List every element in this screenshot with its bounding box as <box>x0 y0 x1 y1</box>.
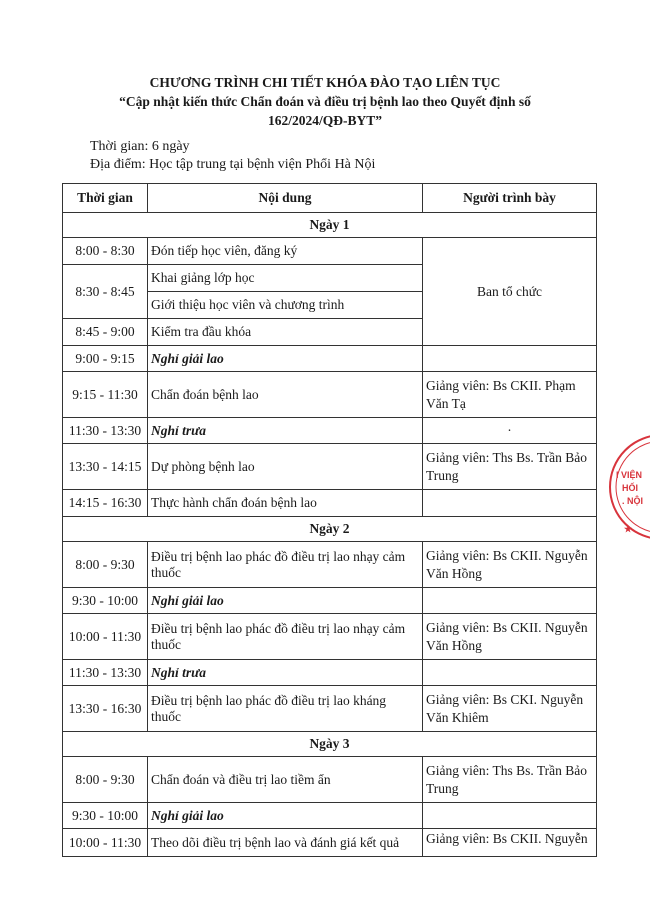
presenter-cell <box>423 490 597 517</box>
time-cell: 10:00 - 11:30 <box>63 614 148 660</box>
presenter-cell: Giảng viên: Ths Bs. Trần Bảo Trung <box>423 444 597 490</box>
day-label: Ngày 2 <box>63 517 597 542</box>
content-cell: Nghỉ giải lao <box>148 588 423 614</box>
content-cell: Thực hành chẩn đoán bệnh lao <box>148 490 423 517</box>
table-row <box>63 803 597 829</box>
day-row <box>63 732 597 757</box>
table-header-row <box>63 184 597 213</box>
time-cell: 9:30 - 10:00 <box>63 588 148 614</box>
table-row <box>63 686 597 732</box>
time-cell: 8:00 - 9:30 <box>63 757 148 803</box>
time-cell: 8:00 - 8:30 <box>63 238 148 265</box>
content-cell: Kiểm tra đầu khóa <box>148 319 423 346</box>
presenter-cell: Giảng viên: Bs CKII. Phạm Văn Tạ <box>423 372 597 418</box>
hospital-stamp <box>604 432 650 542</box>
content-cell: Nghỉ trưa <box>148 418 423 444</box>
schedule-table <box>62 183 597 857</box>
time-cell: 14:15 - 16:30 <box>63 490 148 517</box>
content-cell: Điều trị bệnh lao phác đồ điều trị lao nhạy cảm thuốc <box>148 614 423 660</box>
time-cell: 13:30 - 16:30 <box>63 686 148 732</box>
presenter-cell: Giảng viên: Bs CKII. Nguyễn Văn Hồng <box>423 614 597 660</box>
table-row <box>63 372 597 418</box>
day-row <box>63 517 597 542</box>
stamp-star-icon: ★ <box>624 524 633 534</box>
time-cell: 11:30 - 13:30 <box>63 418 148 444</box>
time-cell: 9:15 - 11:30 <box>63 372 148 418</box>
content-cell: Theo dõi điều trị bệnh lao và đánh giá kết quả <box>148 829 423 857</box>
presenter-cell <box>423 588 597 614</box>
day-label: Ngày 1 <box>63 213 597 238</box>
content-cell: Nghỉ giải lao <box>148 346 423 372</box>
presenter-cell: Ban tổ chức <box>423 238 597 346</box>
content-cell: Giới thiệu học viên và chương trình <box>148 292 423 319</box>
presenter-cell: Giảng viên: Bs CKII. Nguyễn Văn Hồng <box>423 542 597 588</box>
table-row <box>63 346 597 372</box>
table-row <box>63 418 597 444</box>
presenter-cell: Giảng viên: Bs CKI. Nguyễn Văn Khiêm <box>423 686 597 732</box>
table-row <box>63 660 597 686</box>
time-cell: 11:30 - 13:30 <box>63 660 148 686</box>
content-cell: Khai giảng lớp học <box>148 265 423 292</box>
document-header <box>60 73 590 130</box>
content-cell: Nghỉ trưa <box>148 660 423 686</box>
course-info <box>90 138 375 174</box>
presenter-cell: · <box>423 418 597 444</box>
presenter-cell: Giảng viên: Ths Bs. Trần Bảo Trung <box>423 757 597 803</box>
day-row <box>63 213 597 238</box>
time-cell: 10:00 - 11:30 <box>63 829 148 857</box>
content-cell: Điều trị bệnh lao phác đồ điều trị lao kháng thuốc <box>148 686 423 732</box>
stamp-text-1: I VIỆN <box>616 470 643 480</box>
time-cell: 13:30 - 14:15 <box>63 444 148 490</box>
course-location: Địa điểm: Học tập trung tại bệnh viện Phổi Hà Nội <box>90 157 376 172</box>
table-row <box>63 444 597 490</box>
header-content: Nội dung <box>148 184 423 213</box>
presenter-cell <box>423 660 597 686</box>
stamp-text-3: . NỘI <box>622 496 644 506</box>
presenter-cell <box>423 346 597 372</box>
content-cell: Chẩn đoán và điều trị lao tiềm ẩn <box>148 757 423 803</box>
day-label: Ngày 3 <box>63 732 597 757</box>
table-row <box>63 757 597 803</box>
content-cell: Chẩn đoán bệnh lao <box>148 372 423 418</box>
table-row <box>63 829 597 857</box>
time-cell: 8:30 - 8:45 <box>63 265 148 319</box>
stamp-text-2: HỐI <box>622 483 639 493</box>
table-row <box>63 490 597 517</box>
document-subtitle-line2: 162/2024/QĐ-BYT” <box>267 113 382 128</box>
presenter-cell: Giảng viên: Bs CKII. Nguyễn <box>423 829 597 857</box>
content-cell: Điều trị bệnh lao phác đồ điều trị lao nhạy cảm thuốc <box>148 542 423 588</box>
header-presenter: Người trình bày <box>423 184 597 213</box>
course-duration: Thời gian: 6 ngày <box>90 139 190 154</box>
document-subtitle-line1: “Cập nhật kiến thức Chẩn đoán và điều trị bệnh lao theo Quyết định số <box>119 94 531 109</box>
table-row <box>63 614 597 660</box>
table-row <box>63 238 597 265</box>
table-row <box>63 588 597 614</box>
time-cell: 9:00 - 9:15 <box>63 346 148 372</box>
table-row <box>63 542 597 588</box>
content-cell: Nghỉ giải lao <box>148 803 423 829</box>
document-title: CHƯƠNG TRÌNH CHI TIẾT KHÓA ĐÀO TẠO LIÊN TỤC <box>149 75 501 90</box>
header-time: Thời gian <box>63 184 148 213</box>
presenter-cell <box>423 803 597 829</box>
time-cell: 8:45 - 9:00 <box>63 319 148 346</box>
content-cell: Dự phòng bệnh lao <box>148 444 423 490</box>
content-cell: Đón tiếp học viên, đăng ký <box>148 238 423 265</box>
time-cell: 8:00 - 9:30 <box>63 542 148 588</box>
time-cell: 9:30 - 10:00 <box>63 803 148 829</box>
